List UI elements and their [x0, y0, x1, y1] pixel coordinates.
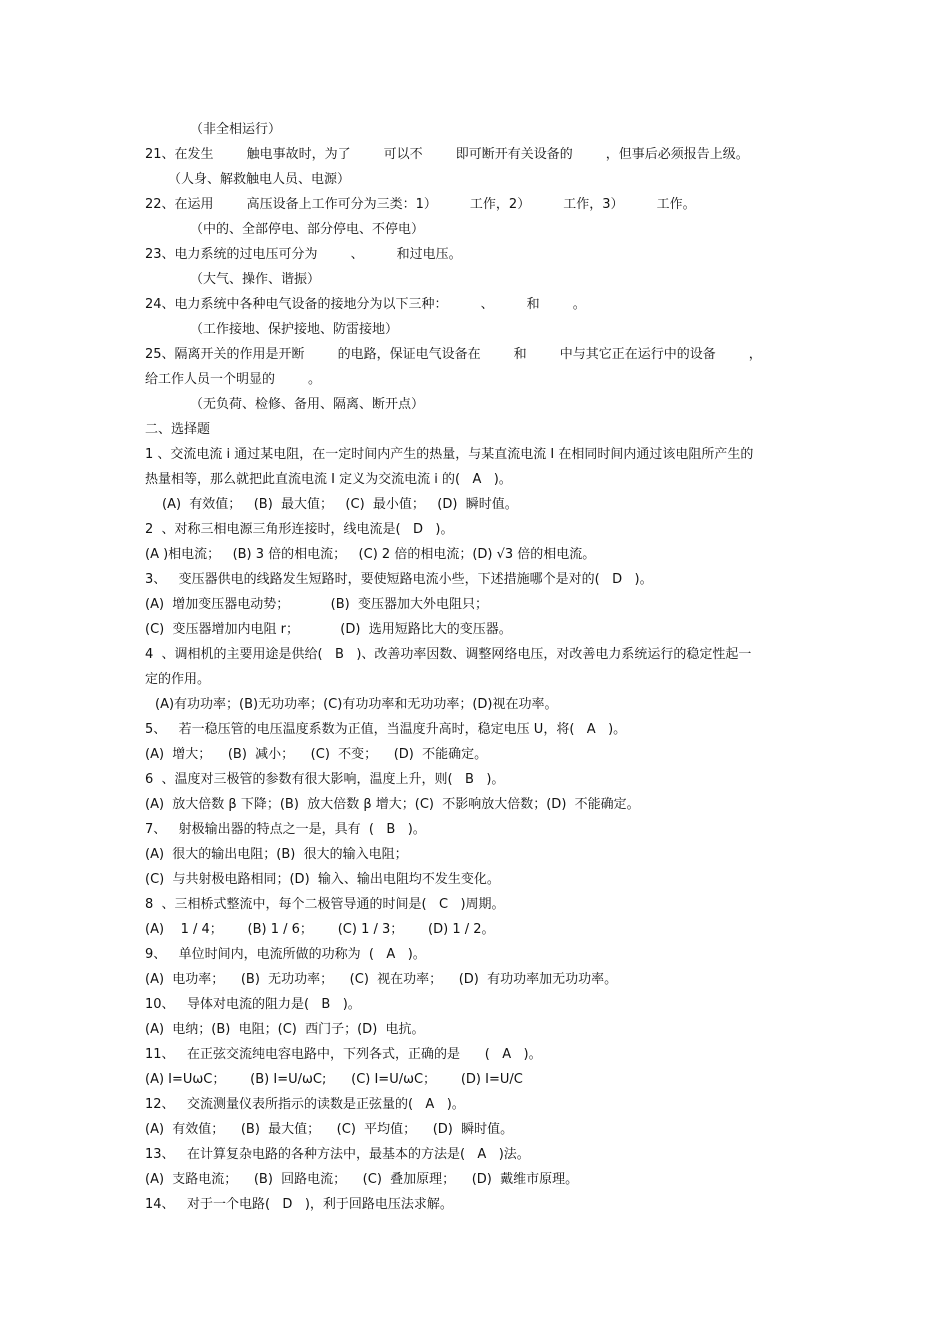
answer-line: （中的、全部停电、部分停电、不停电）	[190, 222, 425, 237]
options-12: (A) 有效值； (B) 最大值； (C) 平均值； (D) 瞬时值。	[145, 1122, 514, 1137]
question-1-cont: 热量相等，那么就把此直流电流 I 定义为交流电流 i 的( A )。	[145, 472, 512, 487]
question-25-cont: 给工作人员一个明显的 。	[145, 372, 322, 387]
question-11: 11、 在正弦交流纯电容电路中，下列各式，正确的是 ( A )。	[145, 1047, 542, 1062]
options-11: (A) I=UωC； (B) I=U/ωC; (C) I=U/ωC； (D) I=U/C	[145, 1072, 523, 1087]
options-3b: (C) 变压器增加内电阻 r； (D) 选用短路比大的变压器。	[145, 622, 512, 637]
question-8: 8 、三相桥式整流中，每个二极管导通的时间是( C )周期。	[145, 897, 505, 912]
question-13: 13、 在计算复杂电路的各种方法中，最基本的方法是( A )法。	[145, 1147, 530, 1162]
answer-line: （工作接地、保护接地、防雷接地）	[190, 322, 399, 337]
question-7: 7、 射极输出器的特点之一是，具有 ( B )。	[145, 822, 426, 837]
options-9: (A) 电功率； (B) 无功功率； (C) 视在功率； (D) 有功功率加无功功率。	[145, 972, 618, 987]
question-10: 10、 导体对电流的阻力是( B )。	[145, 997, 361, 1012]
question-12: 12、 交流测量仪表所指示的读数是正弦量的( A )。	[145, 1097, 465, 1112]
options-7b: (C) 与共射极电路相同；(D) 输入、输出电阻均不发生变化。	[145, 872, 500, 887]
question-25: 25、隔离开关的作用是开断 的电路，保证电气设备在 和 中与其它正在运行中的设备 ，	[145, 347, 762, 362]
options-2: (A )相电流； (B) 3 倍的相电流； (C) 2 倍的相电流；(D) √3 倍的相电流。	[145, 547, 596, 562]
question-21: 21、在发生 触电事故时，为了 可以不 即可断开有关设备的 ，但事后必须报告上级。	[145, 147, 749, 162]
options-8: (A) 1 / 4； (B) 1 / 6； (C) 1 / 3； (D) 1 / 2。	[145, 922, 495, 937]
question-4: 4 、调相机的主要用途是供给( B )、改善功率因数、调整网络电压，对改善电力系统运行的稳定性起一	[145, 647, 752, 662]
question-6: 6 、温度对三极管的参数有很大影响，温度上升，则( B )。	[145, 772, 505, 787]
options-1: (A) 有效值； (B) 最大值； (C) 最小值； (D) 瞬时值。	[162, 497, 518, 512]
question-3: 3、 变压器供电的线路发生短路时，要使短路电流小些，下述措施哪个是对的( D )。	[145, 572, 653, 587]
question-24: 24、电力系统中各种电气设备的接地分为以下三种： 、 和 。	[145, 297, 586, 312]
options-4: (A)有功功率；(B)无功功率；(C)有功功率和无功功率；(D)视在功率。	[155, 697, 558, 712]
question-22: 22、在运用 高压设备上工作可分为三类：1） 工作，2） 工作，3） 工作。	[145, 197, 696, 212]
answer-line: （非全相运行）	[190, 122, 282, 137]
question-9: 9、 单位时间内，电流所做的功称为 ( A )。	[145, 947, 426, 962]
options-3a: (A) 增加变压器电动势； (B) 变压器加大外电阻只；	[145, 597, 488, 612]
answer-line: （人身、解救触电人员、电源）	[168, 172, 351, 187]
options-6: (A) 放大倍数 β 下降；(B) 放大倍数 β 增大；(C) 不影响放大倍数；(D) 不能确定。	[145, 797, 640, 812]
options-5: (A) 增大； (B) 减小； (C) 不变； (D) 不能确定。	[145, 747, 488, 762]
question-2: 2 、对称三相电源三角形连接时，线电流是( D )。	[145, 522, 454, 537]
section-heading: 二、选择题	[145, 422, 211, 437]
answer-line: （无负荷、检修、备用、隔离、断开点）	[190, 397, 425, 412]
question-1: 1 、交流电流 i 通过某电阻，在一定时间内产生的热量，与某直流电流 I 在相同时间内通过该电阻所产生的	[145, 447, 754, 462]
options-7a: (A) 很大的输出电阻；(B) 很大的输入电阻；	[145, 847, 408, 862]
question-4-cont: 定的作用。	[145, 672, 211, 687]
question-14: 14、 对于一个电路( D )，利于回路电压法求解。	[145, 1197, 453, 1212]
answer-line: （大气、操作、谐振）	[190, 272, 321, 287]
question-5: 5、 若一稳压管的电压温度系数为正值，当温度升高时，稳定电压 U，将( A )。	[145, 722, 627, 737]
options-10: (A) 电纳；(B) 电阻；(C) 西门子；(D) 电抗。	[145, 1022, 425, 1037]
question-23: 23、电力系统的过电压可分为 、 和过电压。	[145, 247, 462, 262]
options-13: (A) 支路电流； (B) 回路电流； (C) 叠加原理； (D) 戴维市原理。	[145, 1172, 579, 1187]
